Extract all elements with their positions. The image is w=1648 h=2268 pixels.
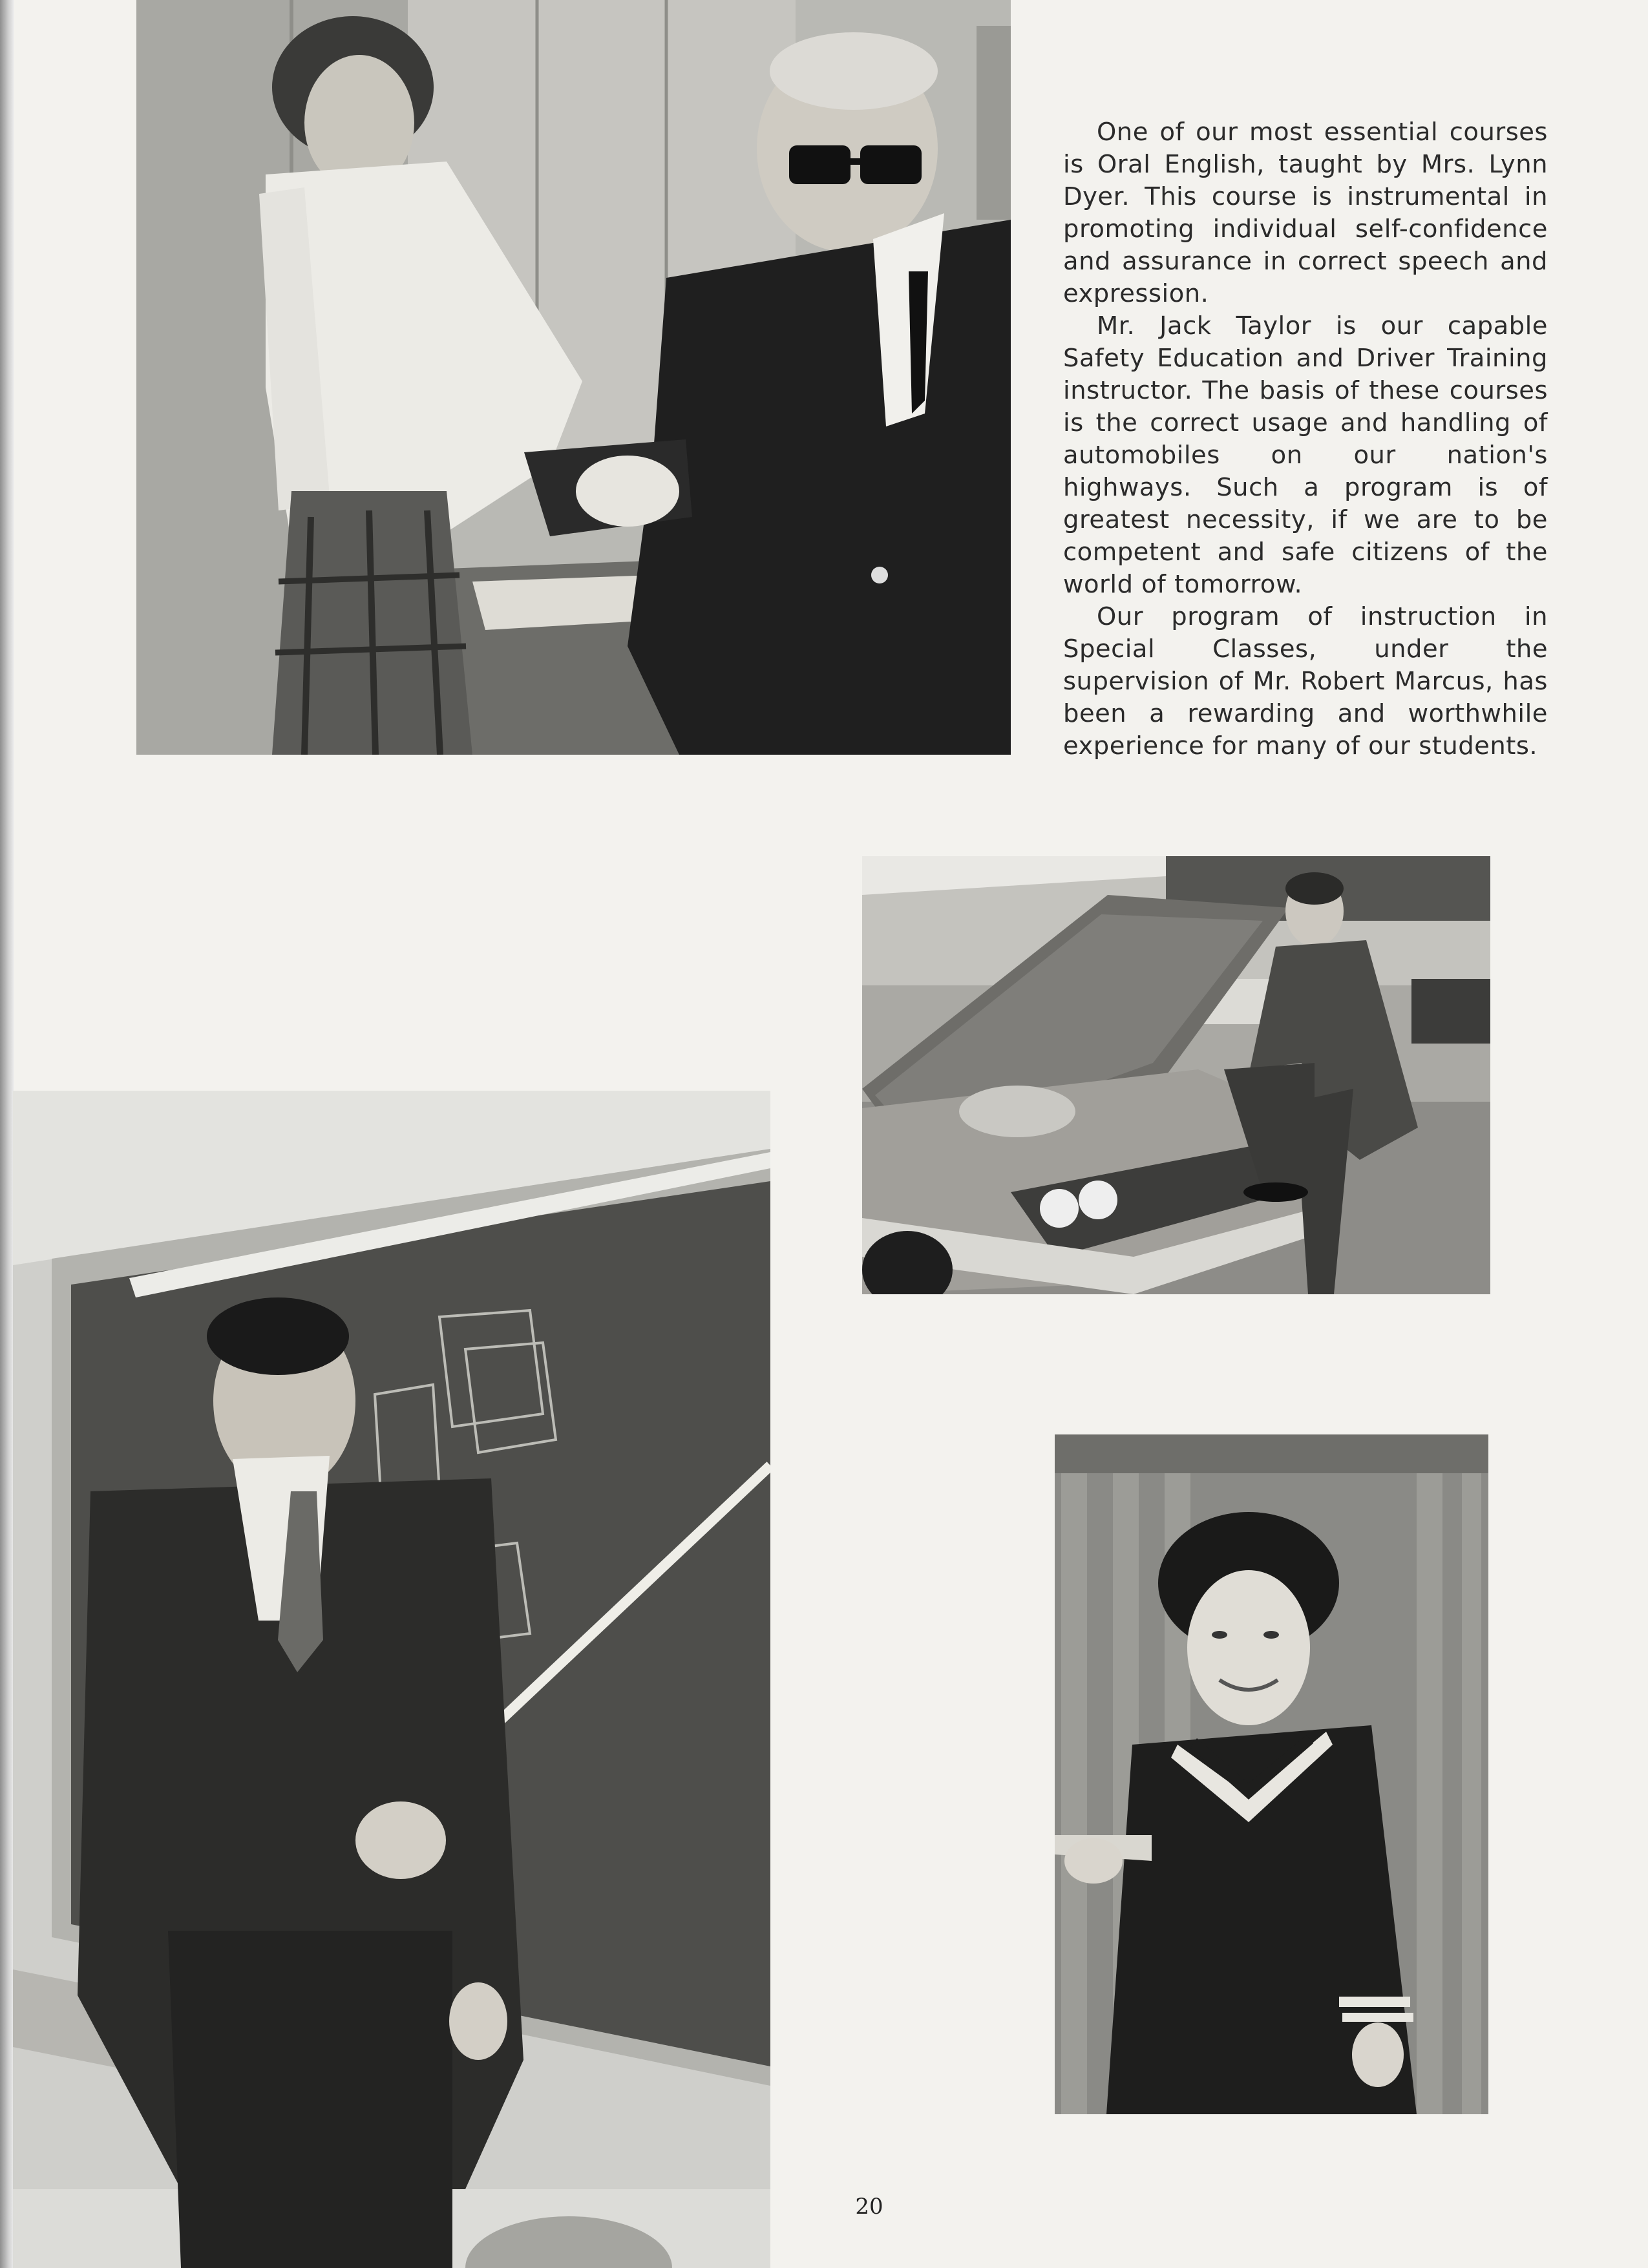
special-classes-illustration xyxy=(13,1091,770,2268)
oral-english-photo xyxy=(136,0,1011,755)
paragraph-oral-english: One of our most essential courses is Oral English, taught by Mrs. Lynn Dyer. This course is instrumental in promoting individual self-confidence and assurance in correct speech and expression. xyxy=(1063,118,1548,308)
teacher-portrait-illustration xyxy=(1055,1434,1488,2114)
paragraph-special-classes: Our program of instruction in Special Classes, under the supervision of Mr. Robert Marcus, has been a rewarding and worthwhile experience for many of our students. xyxy=(1063,602,1548,761)
paragraph-driver-training: Mr. Jack Taylor is our capable Safety Education and Driver Training instructor. The basis of these courses is the correct usage and handling of automobiles on our nation's highways. Such a program is of greatest necessity, if we are to be competent and safe citizens of the world of tomorrow. xyxy=(1063,311,1548,599)
oral-english-illustration xyxy=(136,0,1011,755)
driver-training-illustration xyxy=(862,856,1490,1294)
article-text xyxy=(1063,116,1548,762)
teacher-portrait-photo xyxy=(1055,1434,1488,2114)
driver-training-photo xyxy=(862,856,1490,1294)
binding-spine xyxy=(0,0,14,2268)
page-number: 20 xyxy=(855,2194,883,2220)
special-classes-photo xyxy=(13,1091,770,2268)
